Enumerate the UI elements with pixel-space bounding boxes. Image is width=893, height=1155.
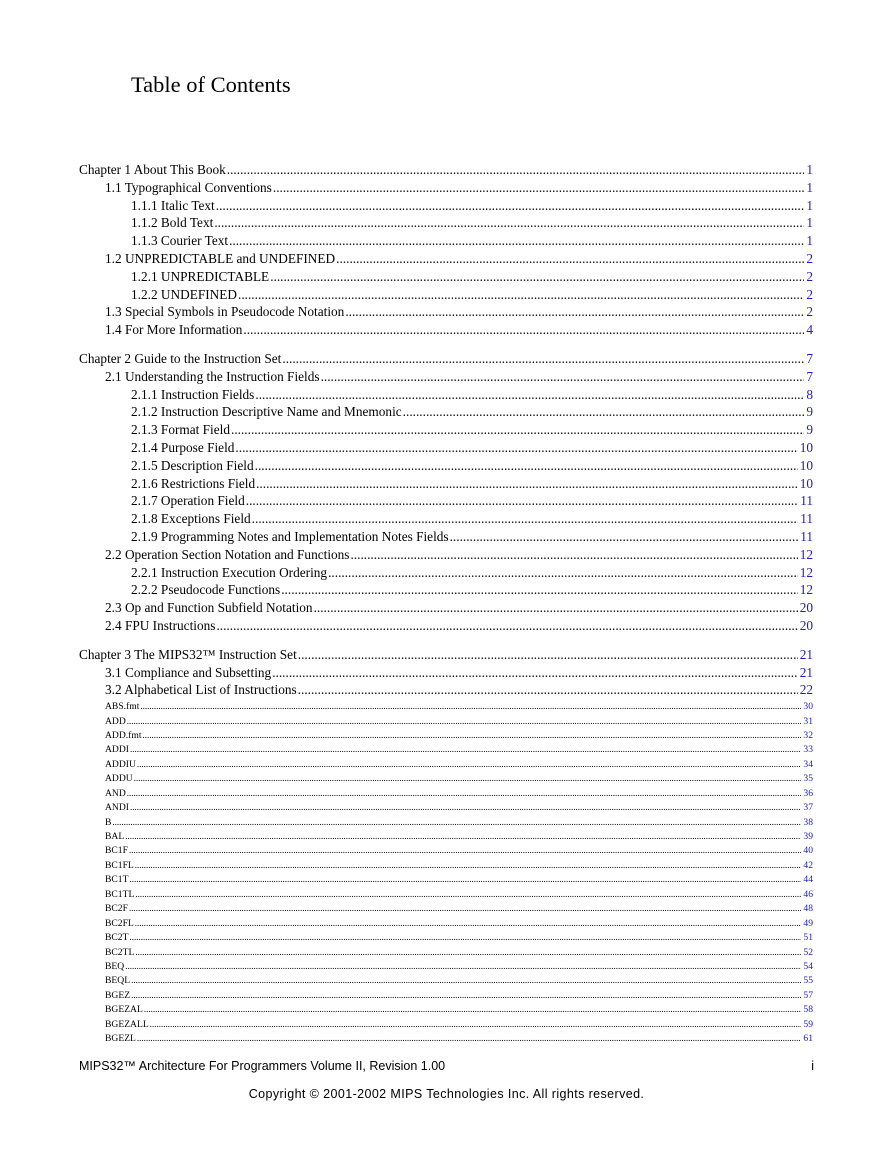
toc-instruction-entry[interactable] — [79, 973, 813, 987]
toc-entry-label: 2.1.2 Instruction Descriptive Name and Mnemonic — [131, 404, 402, 420]
toc-section-entry[interactable] — [79, 599, 813, 617]
toc-page-link[interactable]: 57 — [803, 989, 813, 1001]
toc-instruction-entry[interactable] — [79, 728, 813, 742]
toc-subsection-entry[interactable] — [79, 581, 813, 599]
toc-entry-label: BC1TL — [105, 888, 135, 900]
toc-instruction-entry[interactable] — [79, 843, 813, 857]
dot-leader — [321, 368, 805, 386]
dot-leader — [112, 815, 801, 830]
toc-page-link[interactable]: 61 — [803, 1033, 813, 1045]
dot-leader — [129, 901, 801, 916]
toc-entry-label: 2.1.6 Restrictions Field — [131, 475, 256, 491]
toc-entry-label: AND — [105, 787, 126, 799]
dot-leader — [336, 250, 804, 268]
toc-entry-label: 2.1 Understanding the Instruction Fields — [105, 368, 320, 384]
toc-page-link[interactable]: 8 — [806, 386, 813, 402]
dot-leader — [135, 945, 801, 960]
toc-entry-label: ABS.fmt — [105, 701, 140, 713]
toc-entry-label: 2.1.9 Programming Notes and Implementation Notes Fields — [131, 528, 449, 544]
toc-entry-label: 2.1.3 Format Field — [131, 422, 230, 438]
toc-entry-label: ANDI — [105, 802, 129, 814]
dot-leader — [137, 757, 801, 772]
dot-leader — [256, 475, 798, 493]
toc-subsection-entry[interactable] — [79, 197, 813, 215]
dot-leader — [281, 581, 797, 599]
toc-page-link[interactable]: 49 — [803, 917, 813, 929]
toc-entry-label: Chapter 1 About This Book — [79, 162, 226, 177]
toc-instruction-entry[interactable] — [79, 901, 813, 915]
toc-instruction-entry[interactable] — [79, 757, 813, 771]
toc-page-link[interactable]: 2 — [806, 286, 813, 302]
toc-page-link[interactable]: 39 — [803, 831, 813, 843]
dot-leader — [231, 421, 804, 439]
dot-leader — [255, 386, 804, 404]
dot-leader — [216, 197, 805, 215]
toc-entry-label: BC2T — [105, 932, 129, 944]
dot-leader — [140, 699, 801, 714]
toc-subsection-entry[interactable] — [79, 492, 813, 510]
toc-entry-label: BGEZAL — [105, 1004, 143, 1016]
dot-leader — [298, 681, 798, 699]
toc-subsection-entry[interactable] — [79, 403, 813, 421]
toc-page-link[interactable]: 36 — [803, 787, 813, 799]
toc-page-link[interactable]: 51 — [803, 932, 813, 944]
toc-page-link[interactable]: 2 — [806, 304, 813, 320]
dot-leader — [150, 1017, 802, 1032]
toc-page-link[interactable]: 10 — [799, 439, 813, 455]
toc-entry-label: 1.3 Special Symbols in Pseudocode Notation — [105, 304, 345, 320]
dot-leader — [246, 492, 798, 510]
toc-page-link[interactable]: 52 — [803, 946, 813, 958]
toc-page-link[interactable]: 10 — [799, 475, 813, 491]
dot-leader — [345, 303, 804, 321]
toc-subsection-entry[interactable] — [79, 510, 813, 528]
dot-leader — [134, 771, 802, 786]
toc-page-link[interactable]: 1 — [806, 233, 813, 249]
toc-page-link[interactable]: 9 — [806, 404, 813, 420]
footer-page-number: i — [811, 1059, 814, 1073]
toc-instruction-entry[interactable] — [79, 945, 813, 959]
toc-page-link[interactable]: 32 — [803, 729, 813, 741]
toc-entry-label: 2.4 FPU Instructions — [105, 617, 216, 633]
toc-entry-label: 2.1.7 Operation Field — [131, 493, 245, 509]
toc-entry-label: 2.1.1 Instruction Fields — [131, 386, 255, 402]
toc-entry-label: BC2TL — [105, 946, 135, 958]
dot-leader — [137, 1031, 801, 1046]
toc-instruction-entry[interactable] — [79, 714, 813, 728]
toc-entry-label: BGEZL — [105, 1033, 136, 1045]
dot-leader — [403, 403, 805, 421]
toc-section-entry[interactable] — [79, 303, 813, 321]
toc-entry-label: BC2FL — [105, 917, 134, 929]
toc-entry-label: 2.1.4 Purpose Field — [131, 439, 235, 455]
toc-entry-label: 2.1.5 Description Field — [131, 457, 254, 473]
dot-leader — [144, 1002, 802, 1017]
toc-section-entry[interactable] — [79, 368, 813, 386]
footer-copyright: Copyright © 2001-2002 MIPS Technologies Inc. All rights reserved. — [248, 1087, 645, 1101]
dot-leader — [125, 829, 801, 844]
toc-page-link[interactable]: 33 — [803, 744, 813, 756]
toc-page-link[interactable]: 20 — [799, 600, 813, 616]
dot-leader — [272, 664, 798, 682]
toc-page-link[interactable]: 11 — [800, 493, 813, 509]
toc-subsection-entry[interactable] — [79, 286, 813, 304]
toc-entry-label: BGEZ — [105, 989, 131, 1001]
toc-instruction-entry[interactable] — [79, 872, 813, 886]
toc-instruction-entry[interactable] — [79, 1002, 813, 1016]
toc-subsection-entry[interactable] — [79, 214, 813, 232]
toc-section-entry[interactable] — [79, 546, 813, 564]
toc-entry-label: 2.2.2 Pseudocode Functions — [131, 582, 281, 598]
chapter-gap — [79, 635, 813, 646]
toc-page-link[interactable]: 2 — [806, 250, 813, 266]
toc-page-link[interactable]: 4 — [806, 322, 813, 338]
dot-leader — [127, 714, 802, 729]
toc-instruction-entry[interactable] — [79, 887, 813, 901]
toc-subsection-entry[interactable] — [79, 232, 813, 250]
dot-leader — [298, 646, 798, 664]
toc-entry-label: 1.2.1 UNPREDICTABLE — [131, 268, 270, 284]
toc-instruction-entry[interactable] — [79, 829, 813, 843]
dot-leader — [314, 599, 798, 617]
toc-instruction-entry[interactable] — [79, 742, 813, 756]
toc-instruction-entry[interactable] — [79, 858, 813, 872]
toc-page-link[interactable]: 38 — [803, 816, 813, 828]
dot-leader — [238, 286, 804, 304]
toc-page-link[interactable]: 21 — [799, 664, 813, 680]
toc-entry-label: 1.2.2 UNDEFINED — [131, 286, 237, 302]
dot-leader — [328, 564, 798, 582]
toc-instruction-entry[interactable] — [79, 800, 813, 814]
dot-leader — [135, 887, 801, 902]
toc-page-link[interactable]: 1 — [806, 179, 813, 195]
toc-page-link[interactable]: 54 — [803, 960, 813, 972]
toc-chapter-entry[interactable] — [79, 161, 813, 179]
dot-leader — [235, 439, 797, 457]
page-title: Table of Contents — [131, 72, 291, 97]
toc-entry-label: ADD — [105, 715, 126, 727]
toc-subsection-entry[interactable] — [79, 528, 813, 546]
toc-entry-label: 2.1.8 Exceptions Field — [131, 511, 251, 527]
dot-leader — [227, 161, 805, 179]
toc-entry-label: ADDI — [105, 744, 129, 756]
toc-chapter-entry[interactable] — [79, 350, 813, 368]
dot-leader — [130, 800, 801, 815]
toc-page-link[interactable]: 12 — [799, 546, 813, 562]
dot-leader — [216, 617, 797, 635]
toc-entry-label: Chapter 2 Guide to the Instruction Set — [79, 350, 282, 366]
toc-instruction-entry[interactable] — [79, 930, 813, 944]
toc-page-link[interactable]: 31 — [803, 715, 813, 727]
toc-subsection-entry[interactable] — [79, 386, 813, 404]
toc-entry-label: ADDIU — [105, 758, 136, 770]
dot-leader — [130, 742, 801, 757]
dot-leader — [214, 214, 804, 232]
toc-section-entry[interactable] — [79, 179, 813, 197]
toc-page-link[interactable]: 1 — [806, 162, 813, 177]
toc-instruction-entry[interactable] — [79, 1031, 813, 1045]
toc-subsection-entry[interactable] — [79, 268, 813, 286]
toc-page-link[interactable]: 46 — [803, 888, 813, 900]
toc-page-link[interactable]: 1 — [806, 215, 813, 231]
toc-entry-label: BGEZALL — [105, 1018, 149, 1030]
toc-section-entry[interactable] — [79, 681, 813, 699]
toc-instruction-entry[interactable] — [79, 786, 813, 800]
toc-entry-label: Chapter 3 The MIPS32™ Instruction Set — [79, 646, 297, 662]
toc-instruction-entry[interactable] — [79, 1017, 813, 1031]
dot-leader — [129, 930, 801, 945]
dot-leader — [135, 916, 802, 931]
toc-page-link[interactable]: 40 — [803, 845, 813, 857]
toc-entry-label: 1.2 UNPREDICTABLE and UNDEFINED — [105, 250, 336, 266]
toc-entry-label: BEQ — [105, 960, 125, 972]
toc-entry-label: 2.2 Operation Section Notation and Functions — [105, 546, 350, 562]
table-of-contents — [79, 161, 813, 1046]
chapter-gap — [79, 339, 813, 350]
toc-entry-label: 3.2 Alphabetical List of Instructions — [105, 682, 297, 698]
toc-instruction-entry[interactable] — [79, 699, 813, 713]
toc-page-link[interactable]: 44 — [803, 874, 813, 886]
dot-leader — [129, 843, 801, 858]
toc-page-link[interactable]: 55 — [803, 975, 813, 987]
toc-entry-label: BC1FL — [105, 859, 134, 871]
toc-page-link[interactable]: 30 — [803, 701, 813, 713]
toc-page-link[interactable]: 1 — [806, 197, 813, 213]
toc-instruction-entry[interactable] — [79, 988, 813, 1002]
dot-leader — [243, 321, 804, 339]
toc-entry-label: ADD.fmt — [105, 729, 142, 741]
toc-entry-label: 1.1.1 Italic Text — [131, 197, 215, 213]
toc-entry-label: BAL — [105, 831, 125, 843]
toc-page-link[interactable]: 11 — [800, 528, 813, 544]
dot-leader — [125, 959, 801, 974]
toc-entry-label: 3.1 Compliance and Subsetting — [105, 664, 272, 680]
toc-instruction-entry[interactable] — [79, 916, 813, 930]
toc-page-link[interactable]: 35 — [803, 773, 813, 785]
dot-leader — [282, 350, 804, 368]
toc-page-link[interactable]: 7 — [806, 368, 813, 384]
toc-page-link[interactable]: 22 — [799, 682, 813, 698]
toc-instruction-entry[interactable] — [79, 771, 813, 785]
dot-leader — [273, 179, 804, 197]
toc-entry-label: 1.1 Typographical Conventions — [105, 179, 272, 195]
toc-page-link[interactable]: 37 — [803, 802, 813, 814]
toc-section-entry[interactable] — [79, 250, 813, 268]
dot-leader — [135, 858, 802, 873]
toc-entry-label: 1.1.2 Bold Text — [131, 215, 214, 231]
dot-leader — [270, 268, 804, 286]
toc-entry-label: BC2F — [105, 903, 128, 915]
toc-subsection-entry[interactable] — [79, 457, 813, 475]
toc-subsection-entry[interactable] — [79, 439, 813, 457]
footer-doc-title: MIPS32™ Architecture For Programmers Volume II, Revision 1.00 — [79, 1059, 446, 1073]
toc-entry-label: B — [105, 816, 112, 828]
toc-chapter-entry[interactable] — [79, 646, 813, 664]
toc-page-link[interactable]: 11 — [800, 511, 813, 527]
toc-page-link[interactable]: 21 — [799, 646, 813, 662]
toc-entry-label: BC1T — [105, 874, 129, 886]
toc-entry-label: 2.2.1 Instruction Execution Ordering — [131, 564, 328, 580]
toc-page-link[interactable]: 42 — [803, 859, 813, 871]
toc-entry-label: ADDU — [105, 773, 133, 785]
toc-section-entry[interactable] — [79, 321, 813, 339]
dot-leader — [131, 988, 801, 1003]
dot-leader — [131, 973, 801, 988]
toc-page-link[interactable]: 34 — [803, 758, 813, 770]
toc-subsection-entry[interactable] — [79, 564, 813, 582]
toc-page-link[interactable]: 10 — [799, 457, 813, 473]
toc-entry-label: 1.4 For More Information — [105, 322, 243, 338]
toc-instruction-entry[interactable] — [79, 815, 813, 829]
dot-leader — [229, 232, 804, 250]
toc-page-link[interactable]: 7 — [806, 350, 813, 366]
dot-leader — [255, 457, 798, 475]
toc-page-link[interactable]: 59 — [803, 1018, 813, 1030]
toc-subsection-entry[interactable] — [79, 475, 813, 493]
toc-instruction-entry[interactable] — [79, 959, 813, 973]
toc-page-link[interactable]: 20 — [799, 617, 813, 633]
dot-leader — [143, 728, 802, 743]
toc-entry-label: 1.1.3 Courier Text — [131, 233, 229, 249]
toc-page-link[interactable]: 12 — [799, 564, 813, 580]
toc-subsection-entry[interactable] — [79, 421, 813, 439]
dot-leader — [252, 510, 799, 528]
toc-page-link[interactable]: 2 — [806, 268, 813, 284]
toc-section-entry[interactable] — [79, 664, 813, 682]
toc-page-link[interactable]: 9 — [806, 422, 813, 438]
dot-leader — [350, 546, 797, 564]
toc-entry-label: 2.3 Op and Function Subfield Notation — [105, 600, 313, 616]
toc-page-link[interactable]: 58 — [803, 1004, 813, 1016]
dot-leader — [129, 872, 801, 887]
toc-entry-label: BEQL — [105, 975, 131, 987]
dot-leader — [450, 528, 799, 546]
toc-section-entry[interactable] — [79, 617, 813, 635]
toc-page-link[interactable]: 12 — [799, 582, 813, 598]
toc-page-link[interactable]: 48 — [803, 903, 813, 915]
dot-leader — [127, 786, 802, 801]
toc-entry-label: BC1F — [105, 845, 128, 857]
